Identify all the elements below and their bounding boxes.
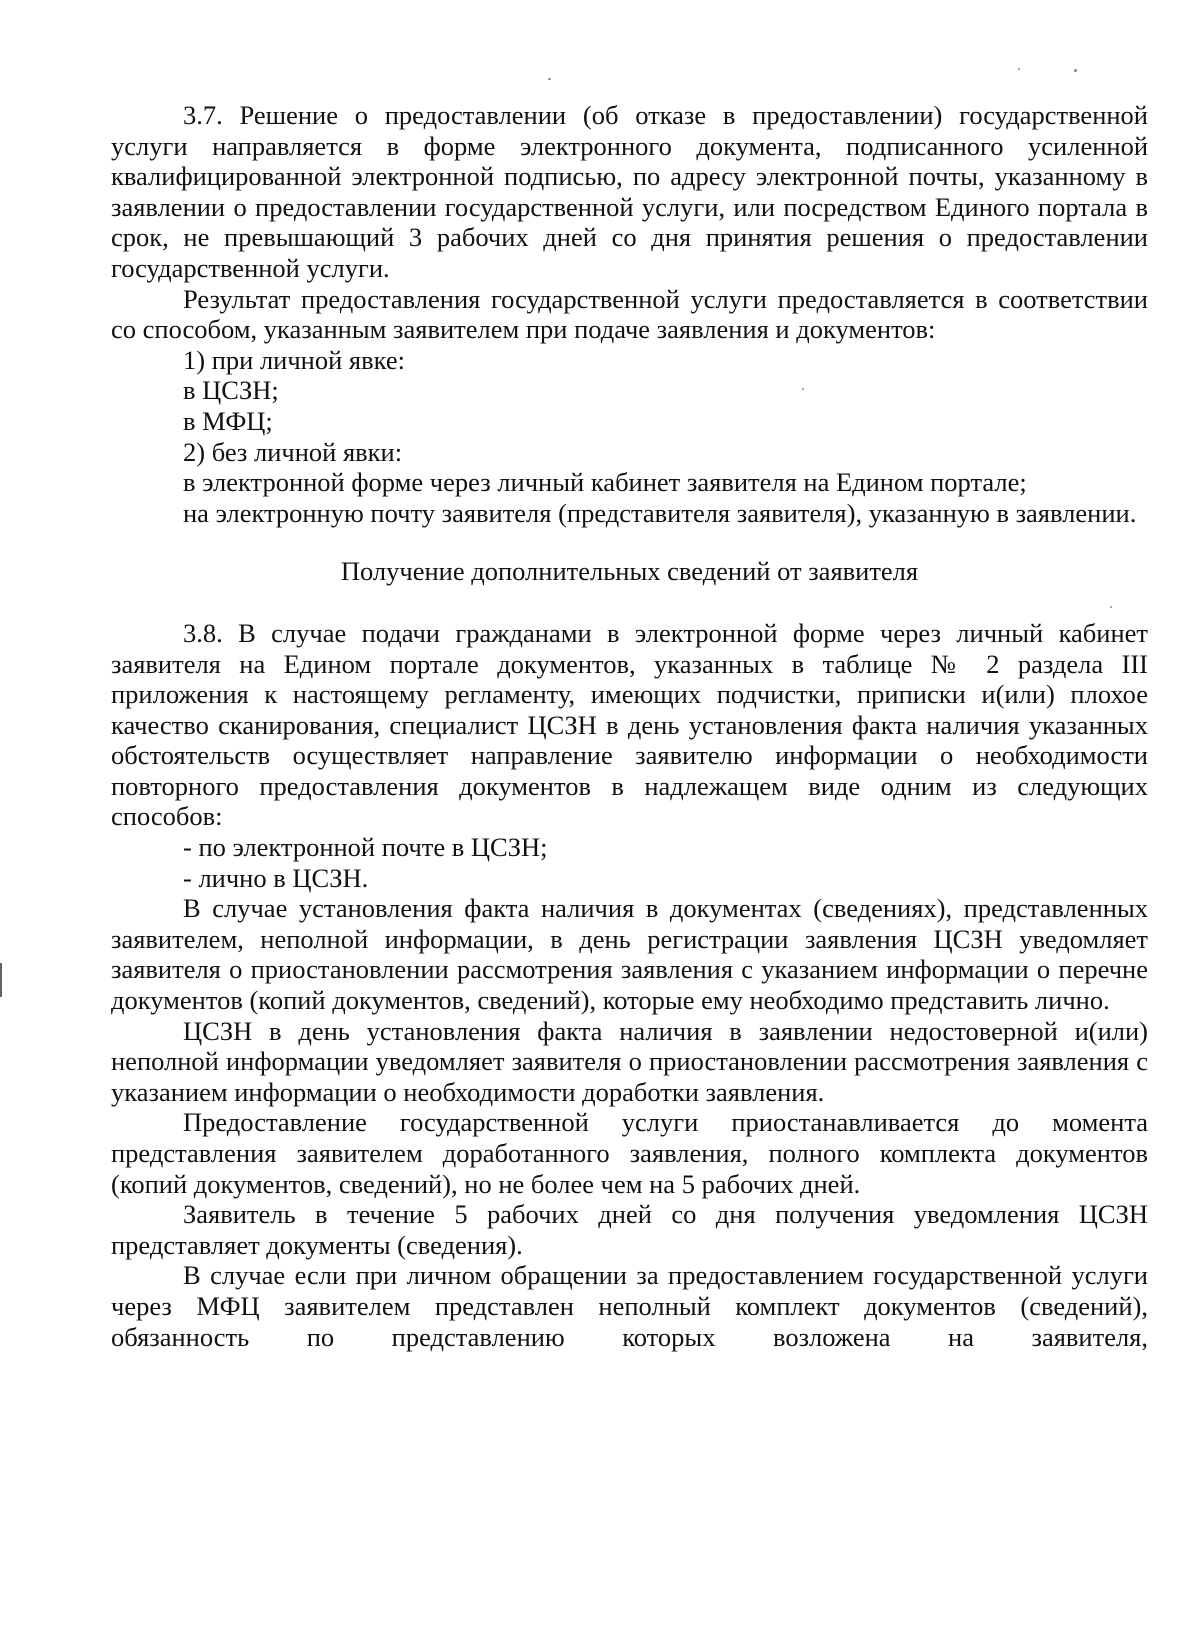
paragraph-incomplete-info: В случае установления факта наличия в документах (сведениях), представленных заявителем, неполной информации, в день регистрации заявления ЦСЗН уведомляет заявителя о приостановлении рассмотрения заявления с указанием информации о перечне документов (копий документов, сведений), которые ему необходимо представить лично.: [111, 893, 1148, 1016]
paragraph-unreliable-info: ЦСЗН в день установления факта наличия в заявлении недостоверной и(или) неполной информации уведомляет заявителя о приостановлении рассмотрения заявления с указанием информации о необходимости доработки заявления.: [111, 1015, 1148, 1107]
list-item-in-person-cszn: - лично в ЦСЗН.: [183, 862, 369, 893]
paragraph-result: Результат предоставления государственной услуги предоставляется в соответствии со способом, указанным заявителем при подаче заявления и документов:: [111, 283, 1148, 345]
list-item-cszn: в ЦСЗН;: [183, 375, 279, 406]
scan-edge-mark: [0, 963, 2, 997]
list-item-mfc: в МФЦ;: [183, 405, 273, 436]
section-heading: Получение дополнительных сведений от заявителя: [340, 556, 919, 587]
list-item-personal-visit: 1) при личной явке:: [183, 344, 405, 375]
paragraph-mfc-incomplete: В случае если при личном обращении за предоставлением государственной услуги через МФЦ заявителем представлен неполный комплект документов (сведений), обязанность по представлению которых возложена на заявителя,: [111, 1260, 1148, 1352]
paragraph-3-8: 3.8. В случае подачи гражданами в электронной форме через личный кабинет заявителя на Едином портале документов, указанных в таблице № 2 раздела III приложения к настоящему регламенту, имеющих подчистки, приписки и(или) плохое качество сканирования, специалист ЦСЗН в день установления факта наличия указанных обстоятельств осуществляет направление заявителю информации о необходимости повторного предоставления документов в надлежащем виде одним из следующих способов:: [111, 617, 1148, 832]
list-item-portal: в электронной форме через личный кабинет заявителя на Едином портале;: [183, 467, 1027, 498]
scan-speck: [1074, 69, 1077, 72]
paragraph-3-7: 3.7. Решение о предоставлении (об отказе в предоставлении) государственной услуги направляется в форме электронного документа, подписанного усиленной квалифицированной электронной подписью, по адресу электронной почты, указанному в заявлении о предоставлении государственной услуги, или посредством Единого портала в срок, не превышающий 3 рабочих дней со дня принятия решения о предоставлении государственной услуги.: [111, 100, 1148, 283]
document-body: [111, 100, 1148, 1352]
paragraph-applicant-deadline: Заявитель в течение 5 рабочих дней со дня получения уведомления ЦСЗН представляет документы (сведения).: [111, 1199, 1148, 1260]
paragraph-email: на электронную почту заявителя (представителя заявителя), указанную в заявлении.: [183, 497, 1137, 528]
scan-speck: [1018, 68, 1020, 70]
paragraph-suspension: Предоставление государственной услуги приостанавливается до момента представления заявителем доработанного заявления, полного комплекта документов (копий документов, сведений), но не более чем на 5 рабочих дней.: [111, 1107, 1148, 1199]
list-item-no-visit: 2) без личной явки:: [183, 436, 403, 467]
scan-speck: [548, 78, 551, 80]
list-item-email-cszn: - по электронной почте в ЦСЗН;: [183, 832, 548, 863]
